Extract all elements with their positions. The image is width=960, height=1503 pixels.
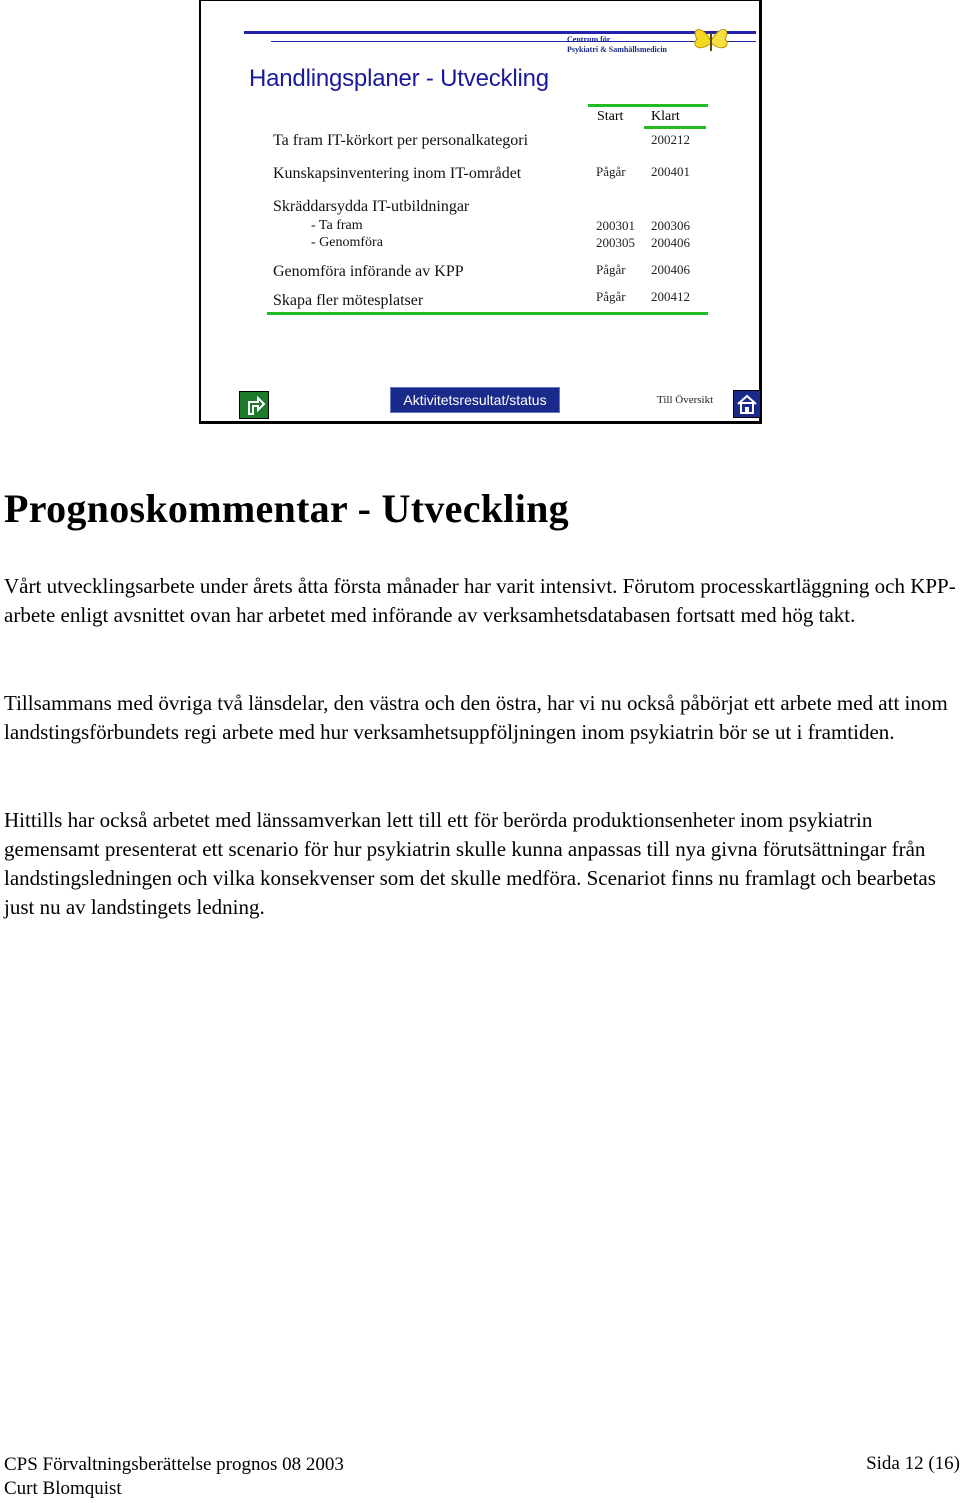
row-klart: 200406 — [651, 235, 690, 250]
row-label: Skapa fler mötesplatser — [273, 292, 424, 309]
slide-title: Handlingsplaner - Utveckling — [249, 65, 549, 92]
row-start: 200305 — [596, 235, 635, 250]
paragraph-3: Hittills har också arbetet med länssamverkan lett till ett för berörda produktionsenheter inom psykiatrin gemensamt presenterat ett scenario för hur psykiatrin skulle kunna anpassas till nya givna förutsättningar från landstingsledningen och vilka konsekvenser som det skulle medföra. Scenariot finns nu framlagt och bearbetas just nu av landstingets ledning. — [4, 808, 936, 919]
row-start: Pågår — [596, 164, 626, 179]
row-klart: 200306 — [651, 218, 690, 233]
klart-green-line — [644, 126, 706, 129]
header-green-line — [588, 104, 708, 107]
row-label: Skräddarsydda IT-utbildningar — [273, 198, 470, 215]
logo-line-1: Centrum för — [567, 35, 611, 44]
return-arrow-icon — [240, 392, 268, 418]
slide-image — [199, 0, 762, 424]
col-klart-header: Klart — [651, 109, 680, 124]
row-start: 200301 — [596, 218, 635, 233]
row-start: Pågår — [596, 289, 626, 304]
page-number: Sida 12 (16) — [866, 1453, 960, 1474]
back-button[interactable] — [239, 391, 269, 419]
section-heading: Prognoskommentar - Utveckling — [4, 486, 569, 531]
col-start-header: Start — [597, 109, 624, 124]
row-klart: 200212 — [651, 132, 690, 147]
row-label: Ta fram IT-körkort per personalkategori — [273, 132, 529, 149]
paragraph-2: Tillsammans med övriga två länsdelar, den västra och den östra, har vi nu också påbörjat ett arbete med att inom landstingsförbundets regi arbete med hur verksamhetsuppföljningen inom psykiatrin bör se ut i framtiden. — [4, 691, 948, 744]
sub-row-label: - Ta fram — [311, 218, 363, 233]
footer-green-line — [267, 312, 708, 315]
slide-header-line — [244, 31, 756, 34]
row-klart: 200401 — [651, 164, 690, 179]
row-label: Genomföra införande av KPP — [273, 263, 464, 280]
paragraph-1: Vårt utvecklingsarbete under årets åtta första månader har varit intensivt. Förutom processkartläggning och KPP-arbete enligt avsnittet ovan har arbetet med införande av verksamhetsdatabasen fortsatt med hög takt. — [4, 574, 956, 627]
sub-row-label: - Genomföra — [311, 235, 383, 250]
footer-left — [4, 1453, 344, 1501]
home-icon — [734, 391, 760, 417]
butterfly-icon — [689, 19, 733, 63]
till-oversikt-label: Till Översikt — [657, 394, 714, 406]
home-button[interactable] — [733, 390, 761, 418]
activity-status-button[interactable]: Aktivitetsresultat/status — [390, 387, 560, 413]
footer-author: Curt Blomquist — [4, 1478, 122, 1499]
logo-line-2: Psykiatri & Samhällsmedicin — [567, 45, 668, 54]
logo — [567, 35, 687, 55]
row-start: Pågår — [596, 262, 626, 277]
footer-title: CPS Förvaltningsberättelse prognos 08 2003 — [4, 1454, 344, 1475]
row-klart: 200412 — [651, 289, 690, 304]
row-label: Kunskapsinventering inom IT-området — [273, 165, 522, 182]
row-klart: 200406 — [651, 262, 690, 277]
